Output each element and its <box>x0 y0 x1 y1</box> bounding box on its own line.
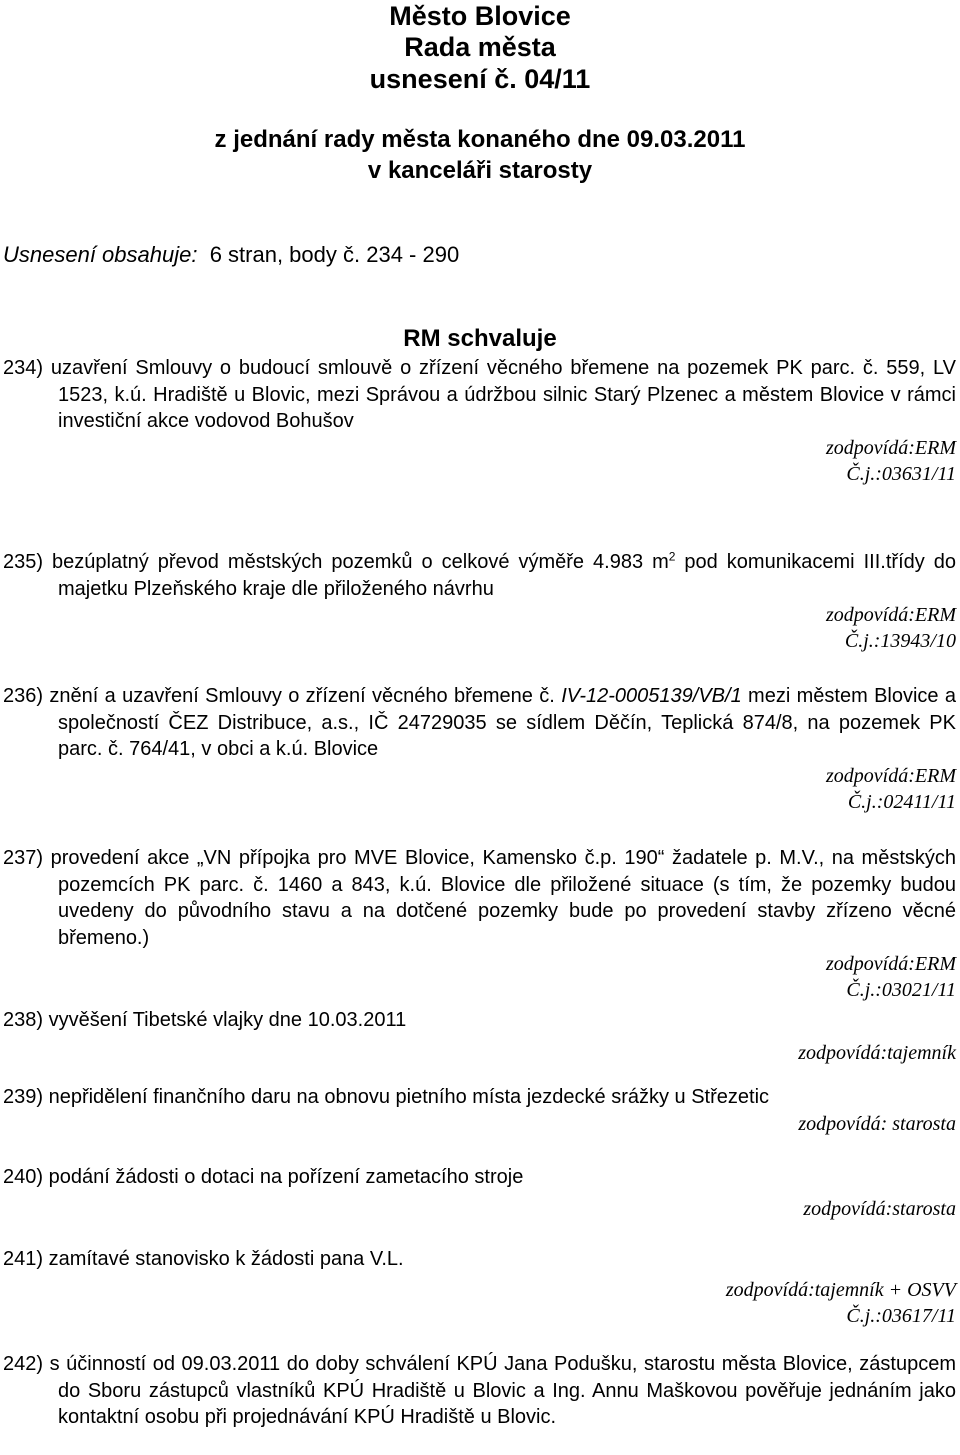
item-responsible: zodpovídá:ERM <box>826 953 956 975</box>
superscript: 2 <box>668 549 676 564</box>
item-reference: Č.j.:03617/11 <box>846 1304 956 1327</box>
item-reference: Č.j.:02411/11 <box>847 790 956 813</box>
item-reference: Č.j.:03631/11 <box>846 462 956 485</box>
item-text <box>3 683 956 763</box>
meeting-place: v kanceláři starosty <box>367 157 593 184</box>
item-responsible: zodpovídá:starosta <box>803 1197 956 1220</box>
resolution-item-236 <box>3 683 956 815</box>
item-text: 239) nepřidělení finančního daru na obnovu pietního místa jezdecké srážky u Střezetic <box>3 1086 770 1108</box>
contract-number: IV-12-0005139/VB/1 <box>561 685 742 707</box>
item-responsible: zodpovídá:ERM <box>826 604 956 626</box>
document-council: Rada města <box>404 32 556 62</box>
item-text-part: 235) bezúplatný převod městských pozemků o celkové výměře 4.983 m <box>3 551 669 573</box>
section-title: RM schvaluje <box>403 325 557 352</box>
item-reference: Č.j.:03021/11 <box>846 979 956 1001</box>
resolution-item-242 <box>3 1351 956 1431</box>
item-responsible: zodpovídá:tajemník + OSVV <box>725 1278 956 1301</box>
item-responsible: zodpovídá:ERM <box>826 436 956 459</box>
item-responsible: zodpovídá:tajemník <box>798 1041 956 1064</box>
item-text <box>3 549 956 602</box>
resolution-item-239 <box>3 1084 956 1137</box>
meeting-date: z jednání rady města konaného dne 09.03.2011 <box>214 126 746 153</box>
resolution-item-234 <box>3 355 956 487</box>
item-text: 241) zamítavé stanovisko k žádosti pana V.L. <box>3 1248 404 1270</box>
resolution-item-238 <box>3 1007 956 1066</box>
document-city: Město Blovice <box>389 1 571 31</box>
item-text-part: pod komunikacemi III.třídy do majetku Plzeňského kraje dle přiloženého návrhu <box>58 551 956 600</box>
summary-value: 6 stran, body č. 234 - 290 <box>209 242 460 267</box>
resolution-number: usnesení č. 04/11 <box>369 64 591 94</box>
item-text: 237) provedení akce „VN přípojka pro MVE Blovice, Kamensko č.p. 190“ žadatele p. M.V., na městských pozemcích PK parc. č. 1460 a 843, k.ú. Blovice dle přiložené situace (s tím, že pozemky budou uvedeny do původního stavu a na dotčené pozemky bude po provedení stavby zřízeno věcné břemeno.) <box>3 847 956 949</box>
resolution-item-240 <box>3 1164 956 1222</box>
item-text-part: 236) znění a uzavření Smlouvy o zřízení věcného břemene č. <box>3 685 562 707</box>
resolution-item-235 <box>3 549 956 654</box>
item-text: 238) vyvěšení Tibetské vlajky dne 10.03.2011 <box>3 1009 407 1031</box>
item-responsible: zodpovídá:ERM <box>826 764 956 787</box>
item-text: 240) podání žádosti o dotaci na pořízení zametacího stroje <box>3 1166 524 1188</box>
resolution-summary <box>3 242 459 268</box>
resolution-item-237 <box>3 845 956 1003</box>
item-reference: Č.j.:13943/10 <box>844 630 956 652</box>
resolution-item-241 <box>3 1246 956 1329</box>
item-responsible: zodpovídá: starosta <box>798 1112 956 1135</box>
item-text: 242) s účinností od 09.03.2011 do doby schválení KPÚ Jana Podušku, starostu města Blovice, zástupcem do Sboru zástupců vlastníků KPÚ Hradiště u Blovic a Ing. Annu Maškovou pověřuje jednáním jako kontaktní osobu při projednávání KPÚ Hradiště u Blovic. <box>3 1353 956 1428</box>
summary-label: Usnesení obsahuje: <box>3 242 198 267</box>
item-text-part: mezi městem Blovice a společností ČEZ Distribuce, a.s., IČ 24729035 se sídlem Děčín, Teplická 874/8, na pozemek PK parc. č. 764/41, v obci a k.ú. Blovice <box>58 685 957 760</box>
item-text: 234) uzavření Smlouvy o budoucí smlouvě o zřízení věcného břemene na pozemek PK parc. č. 559, LV 1523, k.ú. Hradiště u Blovic, mezi Správou a údržbou silnic Starý Plzenec a městem Blovice v rámci investiční akce vodovod Bohušov <box>3 357 956 432</box>
